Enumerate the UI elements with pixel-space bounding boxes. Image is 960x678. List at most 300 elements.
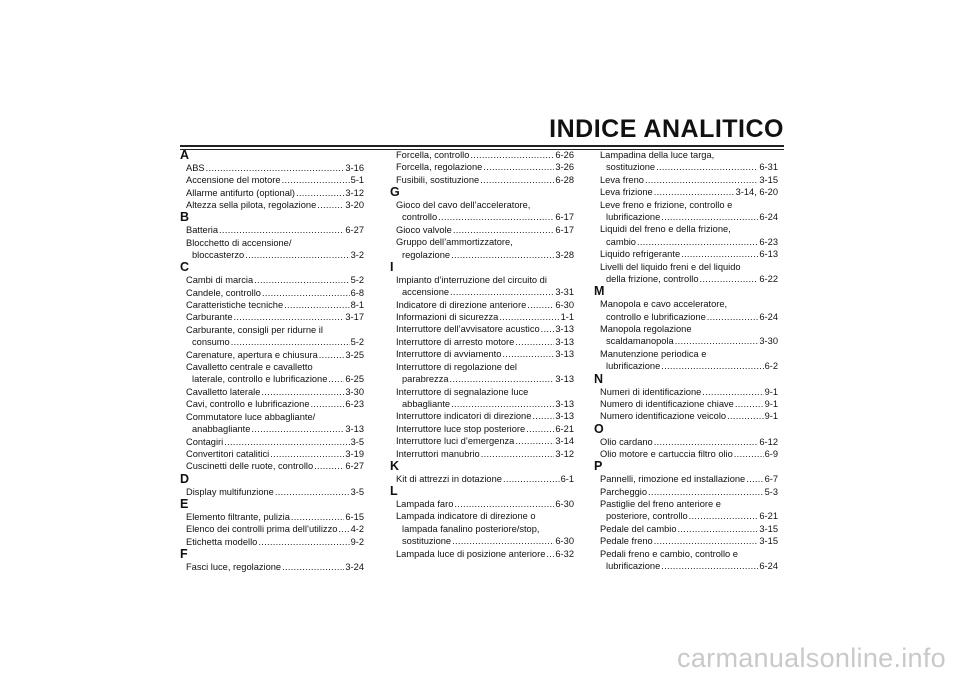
index-entry-text: Display multifunzione: [186, 486, 274, 497]
index-entry: [180, 324, 364, 349]
index-entry-text: Interruttori manubrio: [396, 448, 480, 459]
index-entry-text: Interruttore dell’avvisatore acustico: [396, 324, 540, 335]
index-entry-text: Elenco dei controlli prima dell’utilizzo: [186, 524, 338, 535]
leader-dots: [660, 211, 758, 223]
index-entry: [594, 386, 778, 398]
index-entry: [390, 149, 574, 161]
index-entry: [390, 199, 574, 224]
index-page-ref[interactable]: 5-2: [350, 337, 364, 348]
index-entry: [594, 248, 778, 260]
index-page-ref[interactable]: 6-21: [759, 511, 778, 522]
index-entry: [390, 174, 574, 186]
leader-dots: [469, 149, 554, 161]
index-entry-text: Altezza sella pilota, regolazione: [186, 200, 317, 211]
index-entry: [390, 236, 574, 261]
index-page-ref[interactable]: 6-22: [759, 274, 778, 285]
index-entry: [594, 498, 778, 523]
index-letter: I: [390, 260, 394, 275]
leader-dots: [525, 423, 554, 435]
watermark: carmanualsonline.info: [677, 643, 946, 673]
leader-dots: [501, 348, 554, 360]
leader-dots: [655, 161, 758, 173]
index-page-ref[interactable]: 6-25: [345, 374, 364, 385]
index-entry: [180, 311, 364, 323]
index-entry: [594, 223, 778, 248]
index-entry-text: Pastiglie del freno anteriore e: [600, 498, 721, 509]
leader-dots: [327, 373, 344, 385]
index-entry-text: lubrificazione: [606, 361, 661, 372]
leader-dots: [660, 560, 758, 572]
index-entry-text: Gruppo dell’ammortizzatore,: [396, 237, 513, 248]
index-page-ref[interactable]: 8-1: [350, 300, 364, 311]
index-page-ref[interactable]: 9-1: [764, 386, 778, 397]
index-entry-text: Olio motore e cartuccia filtro olio: [600, 448, 733, 459]
index-page-ref[interactable]: 3-13: [555, 324, 574, 335]
index-entry: [180, 536, 364, 548]
index-entry-text: sostituzione: [402, 536, 452, 547]
index-entry-text: Cuscinetti delle ruote, controllo: [186, 461, 314, 472]
index-entry: [594, 174, 778, 186]
index-page-ref[interactable]: 6-30: [555, 536, 574, 547]
index-entry-text: laterale, controllo e lubrificazione: [192, 374, 328, 385]
leader-dots: [244, 249, 349, 261]
index-entry: [594, 473, 778, 485]
index-page-ref[interactable]: 3-17: [345, 312, 364, 323]
leader-dots: [453, 498, 554, 510]
index-entry-text: Blocchetto di accensione/: [186, 237, 292, 248]
index-entry: [180, 224, 364, 236]
index-letter: K: [390, 458, 400, 473]
index-entry: [390, 311, 574, 323]
index-page-ref[interactable]: 6-2: [764, 361, 778, 372]
index-entry-text: parabrezza: [402, 374, 449, 385]
leader-dots: [223, 436, 349, 448]
index-page-ref[interactable]: 6-21: [555, 423, 574, 434]
index-page-ref[interactable]: 6-1: [560, 473, 574, 484]
index-page-ref[interactable]: 6-27: [345, 461, 364, 472]
index-letter: P: [594, 459, 603, 474]
leader-dots: [701, 386, 763, 398]
index-entry-text: Pedale del cambio: [600, 523, 677, 534]
leader-dots: [290, 511, 345, 523]
leader-dots: [545, 548, 554, 560]
index-entry: [390, 323, 574, 335]
index-entry: [180, 187, 364, 199]
leader-dots: [647, 486, 764, 498]
leader-dots: [205, 162, 345, 174]
index-entry-text: Kit di attrezzi in dotazione: [396, 473, 502, 484]
index-entry: [594, 149, 778, 174]
index-letter: A: [180, 148, 190, 162]
index-page-ref[interactable]: 6-31: [759, 162, 778, 173]
leader-dots: [480, 448, 555, 460]
index-entry-text: Allarme antifurto (optional): [186, 187, 296, 198]
index-page-ref[interactable]: 3-14, 6-20: [735, 187, 778, 198]
index-page-ref[interactable]: 6-23: [345, 399, 364, 410]
index-entry: [594, 448, 778, 460]
leader-dots: [250, 423, 344, 435]
index-entry-text: Informazioni di sicurezza: [396, 312, 499, 323]
leader-dots: [644, 174, 758, 186]
index-entry: [180, 460, 364, 472]
index-page-ref[interactable]: 6-23: [759, 236, 778, 247]
index-page-ref[interactable]: 3-15: [759, 174, 778, 185]
index-page-ref[interactable]: 3-13: [555, 374, 574, 385]
leader-dots: [688, 510, 759, 522]
index-entry: [594, 348, 778, 373]
index-entry-text: Interruttore di avviamento: [396, 349, 502, 360]
leader-dots: [498, 311, 559, 323]
index-entry-text: Lampada faro: [396, 498, 454, 509]
index-letter: C: [180, 260, 190, 275]
leader-dots: [734, 398, 764, 410]
index-page-ref[interactable]: 3-28: [555, 249, 574, 260]
index-page-ref[interactable]: 3-31: [555, 287, 574, 298]
index-entry: [180, 299, 364, 311]
index-entry-text: Fasci luce, regolazione: [186, 561, 282, 572]
index-entry: [594, 323, 778, 348]
index-page-ref[interactable]: 3-16: [345, 162, 364, 173]
index-entry-text: consumo: [192, 337, 230, 348]
index-page-ref[interactable]: 3-19: [345, 448, 364, 459]
index-entry-text: Forcella, controllo: [396, 150, 470, 160]
index-page-ref[interactable]: 3-30: [345, 386, 364, 397]
leader-dots: [677, 523, 759, 535]
leader-dots: [295, 187, 344, 199]
index-entry-text: Pedale freno: [600, 536, 653, 547]
index-column-2: [390, 149, 574, 560]
index-entry-text: controllo e lubrificazione: [606, 311, 706, 322]
index-entry: [180, 411, 364, 436]
index-entry-text: Manutenzione periodica e: [600, 348, 707, 359]
index-page-ref[interactable]: 3-25: [345, 349, 364, 360]
index-entry: [180, 448, 364, 460]
index-page-ref[interactable]: 3-13: [555, 336, 574, 347]
index-entry-text: Interruttore di segnalazione luce: [396, 386, 529, 397]
leader-dots: [653, 436, 759, 448]
index-entry: [390, 473, 574, 485]
index-column-1: [180, 149, 364, 573]
leader-dots: [636, 236, 758, 248]
index-entry: [180, 237, 364, 262]
index-entry: [180, 162, 364, 174]
index-page-ref[interactable]: 3-5: [350, 436, 364, 447]
index-entry-text: Lampada indicatore di direzione o: [396, 511, 536, 522]
leader-dots: [680, 248, 758, 260]
index-entry-text: Manopola e cavo acceleratore,: [600, 299, 728, 310]
index-page-ref[interactable]: 3-15: [759, 523, 778, 534]
index-entry-text: Cavalletto centrale e cavalletto: [186, 362, 313, 373]
index-letter: G: [390, 185, 400, 200]
leader-dots: [452, 224, 555, 236]
leader-dots: [437, 211, 554, 223]
index-entry-text: abbagliante: [402, 398, 451, 409]
index-entry: [180, 436, 364, 448]
index-entry-text: Leva frizione: [600, 187, 653, 198]
leader-dots: [233, 311, 345, 323]
index-page-ref[interactable]: 3-24: [345, 561, 364, 572]
leader-dots: [653, 535, 759, 547]
index-entry: [594, 199, 778, 224]
index-page-ref[interactable]: 6-32: [555, 548, 574, 559]
index-page-ref[interactable]: 5-1: [350, 175, 364, 186]
index-entry-text: Manopola regolazione: [600, 324, 692, 335]
index-page-ref[interactable]: 5-2: [350, 275, 364, 286]
index-entry: [180, 199, 364, 211]
index-entry: [390, 224, 574, 236]
index-page-ref[interactable]: 6-12: [759, 436, 778, 447]
index-letter: O: [594, 421, 604, 436]
index-entry: [390, 498, 574, 510]
index-page-ref[interactable]: 4-2: [350, 524, 364, 535]
index-entry-text: Carburante, consigli per ridurne il: [186, 324, 323, 335]
index-entry-text: Liquidi del freno e della frizione,: [600, 224, 731, 235]
index-letter: L: [390, 484, 398, 499]
leader-dots: [479, 174, 554, 186]
index-entry: [390, 299, 574, 311]
leader-dots: [482, 161, 554, 173]
index-entry-text: lampada fanalino posteriore/stop,: [402, 523, 540, 534]
index-letter: F: [180, 546, 188, 561]
index-entry: [180, 561, 364, 573]
index-entry-text: Numeri di identificazione: [600, 386, 702, 397]
index-entry-text: posteriore, controllo: [606, 511, 688, 522]
index-entry-text: Gioco valvole: [396, 224, 452, 235]
index-entry-text: Leva freno: [600, 174, 644, 185]
leader-dots: [660, 360, 763, 372]
index-page-ref[interactable]: 6-24: [759, 560, 778, 571]
index-page-ref[interactable]: 3-5: [350, 486, 364, 497]
index-page-ref[interactable]: 3-13: [555, 411, 574, 422]
leader-dots: [450, 398, 554, 410]
index-entry: [390, 423, 574, 435]
index-entry-text: Accensione del motore: [186, 175, 281, 186]
index-letter: D: [180, 471, 190, 486]
index-entry-text: Forcella, regolazione: [396, 162, 483, 173]
index-entry: [594, 548, 778, 573]
index-entry-text: scaldamanopola: [606, 336, 674, 347]
index-entry: [180, 398, 364, 410]
leader-dots: [450, 249, 554, 261]
index-entry-text: sostituzione: [606, 162, 656, 173]
index-letter: M: [594, 284, 605, 299]
index-page-ref[interactable]: 6-27: [345, 225, 364, 236]
index-entry: [180, 287, 364, 299]
leader-dots: [653, 186, 735, 198]
index-entry-text: Caratteristiche tecniche: [186, 300, 284, 311]
index-page-ref[interactable]: 6-28: [555, 174, 574, 185]
leader-dots: [449, 286, 554, 298]
leader-dots: [253, 274, 349, 286]
index-entry-text: Interruttore indicatori di direzione: [396, 411, 532, 422]
index-page-ref[interactable]: 6-24: [759, 212, 778, 223]
index-entry-text: Liquido refrigerante: [600, 249, 681, 260]
index-entry-text: Interruttore di regolazione del: [396, 361, 517, 372]
index-entry-text: Commutatore luce abbagliante/: [186, 411, 316, 422]
index-column-3: [594, 149, 778, 572]
index-entry-text: Parcheggio: [600, 486, 648, 497]
leader-dots: [531, 410, 554, 422]
index-entry: [594, 523, 778, 535]
index-entry: [390, 274, 574, 299]
leader-dots: [726, 410, 763, 422]
index-page-ref[interactable]: 6-8: [350, 287, 364, 298]
leader-dots: [337, 523, 349, 535]
index-entry: [594, 261, 778, 286]
leader-dots: [451, 535, 554, 547]
index-page-ref[interactable]: 3-14: [555, 436, 574, 447]
index-entry-text: Batteria: [186, 225, 219, 236]
index-entry-text: Numero identificazione veicolo: [600, 411, 727, 422]
leader-dots: [283, 299, 349, 311]
index-entry-text: Interruttore luce stop posteriore: [396, 423, 526, 434]
index-entry: [390, 336, 574, 348]
index-page-ref[interactable]: 3-26: [555, 162, 574, 173]
index-entry: [594, 186, 778, 198]
index-entry: [594, 535, 778, 547]
leader-dots: [706, 311, 759, 323]
index-page-ref[interactable]: 3-20: [345, 200, 364, 211]
index-entry-text: Numero di identificazione chiave: [600, 398, 734, 409]
index-entry: [594, 436, 778, 448]
index-entry-text: Convertitori catalitici: [186, 448, 270, 459]
index-entry-text: Candele, controllo: [186, 287, 261, 298]
index-page-ref[interactable]: 3-12: [345, 187, 364, 198]
index-entry-text: Lampadina della luce targa,: [600, 150, 715, 160]
index-letter: N: [594, 371, 604, 386]
index-entry: [594, 398, 778, 410]
leader-dots: [316, 199, 344, 211]
index-entry-text: regolazione: [402, 249, 451, 260]
leader-dots: [502, 473, 560, 485]
index-entry: [390, 161, 574, 173]
index-entry: [180, 274, 364, 286]
page-title: INDICE ANALITICO: [549, 115, 784, 143]
index-page-ref[interactable]: 6-17: [555, 224, 574, 235]
index-entry-text: Elemento filtrante, pulizia: [186, 511, 290, 522]
leader-dots: [261, 287, 350, 299]
index-page-ref[interactable]: 6-9: [764, 448, 778, 459]
index-entry: [390, 448, 574, 460]
leader-dots: [281, 561, 344, 573]
index-page-ref[interactable]: 6-17: [555, 212, 574, 223]
index-page-ref[interactable]: 9-1: [764, 398, 778, 409]
leader-dots: [257, 536, 349, 548]
index-entry-text: Carburante: [186, 312, 233, 323]
leader-dots: [318, 349, 345, 361]
index-entry-text: Leve freno e frizione, controllo e: [600, 199, 733, 210]
index-entry-text: Cavalletto laterale: [186, 386, 261, 397]
leader-dots: [449, 373, 555, 385]
index-page-ref[interactable]: 6-13: [759, 249, 778, 260]
index-entry-text: Livelli del liquido freni e del liquido: [600, 261, 741, 272]
index-entry-text: controllo: [402, 212, 438, 223]
index-entry-text: Interruttore luci d’emergenza: [396, 436, 515, 447]
index-entry-text: ABS: [186, 162, 205, 173]
index-page-ref[interactable]: 3-30: [759, 336, 778, 347]
index-entry: [180, 523, 364, 535]
index-entry-text: Indicatore di direzione anteriore: [396, 299, 527, 310]
index-page-ref[interactable]: 3-13: [555, 398, 574, 409]
index-entry: [180, 349, 364, 361]
index-page-ref[interactable]: 3-12: [555, 448, 574, 459]
index-page-ref[interactable]: 1-1: [560, 312, 574, 323]
index-page-ref[interactable]: 6-30: [555, 299, 574, 310]
leader-dots: [281, 174, 350, 186]
index-page-ref[interactable]: 9-1: [764, 411, 778, 422]
index-entry-text: Gioco del cavo dell’acceleratore,: [396, 200, 531, 211]
index-page-ref[interactable]: 6-7: [764, 474, 778, 485]
leader-dots: [733, 448, 764, 460]
index-entry: [390, 386, 574, 411]
index-entry-text: Olio cardano: [600, 436, 653, 447]
leader-dots: [269, 448, 344, 460]
index-entry: [180, 361, 364, 386]
index-page-ref[interactable]: 3-15: [759, 536, 778, 547]
index-page-ref[interactable]: 6-26: [555, 150, 574, 160]
index-entry-text: bloccasterzo: [192, 250, 245, 261]
index-entry: [180, 486, 364, 498]
index-entry-text: lubrificazione: [606, 212, 661, 223]
index-entry: [180, 174, 364, 186]
leader-dots: [745, 473, 763, 485]
index-page-ref[interactable]: 3-13: [345, 424, 364, 435]
index-page-ref[interactable]: 6-24: [759, 311, 778, 322]
index-page-ref[interactable]: 6-15: [345, 511, 364, 522]
index-entry-text: lubrificazione: [606, 560, 661, 571]
index-entry: [390, 548, 574, 560]
leader-dots: [514, 435, 554, 447]
leader-dots: [230, 336, 350, 348]
index-entry: [390, 435, 574, 447]
index-entry-text: Pannelli, rimozione ed installazione: [600, 474, 746, 485]
index-entry-text: Impianto d’interruzione del circuito di: [396, 274, 547, 285]
index-entry-text: accensione: [402, 287, 450, 298]
leader-dots: [540, 323, 555, 335]
index-page-ref[interactable]: 9-2: [350, 536, 364, 547]
index-entry: [180, 386, 364, 398]
index-entry: [594, 410, 778, 422]
index-entry: [390, 510, 574, 547]
leader-dots: [310, 398, 345, 410]
index-entry-text: Lampada luce di posizione anteriore: [396, 548, 546, 559]
index-entry: [390, 348, 574, 360]
leader-dots: [674, 335, 759, 347]
index-letter: B: [180, 210, 190, 225]
index-page-ref[interactable]: 3-2: [350, 250, 364, 261]
index-page-ref[interactable]: 6-30: [555, 498, 574, 509]
index-page-ref[interactable]: 3-13: [555, 349, 574, 360]
index-entry-text: Etichetta modello: [186, 536, 258, 547]
leader-dots: [699, 273, 759, 285]
index-entry-text: cambio: [606, 236, 636, 247]
index-entry-text: Carenature, apertura e chiusura: [186, 349, 318, 360]
index-entry-text: Cambi di marcia: [186, 275, 254, 286]
index-entry: [594, 298, 778, 323]
leader-dots: [218, 224, 344, 236]
index-entry-text: Fusibili, sostituzione: [396, 174, 480, 185]
leader-dots: [260, 386, 344, 398]
index-page-ref[interactable]: 5-3: [764, 486, 778, 497]
index-entry-text: anabbagliante: [192, 424, 251, 435]
index-letter: E: [180, 496, 189, 511]
index-entry: [390, 361, 574, 386]
index-entry: [390, 410, 574, 422]
index-entry-text: Cavi, controllo e lubrificazione: [186, 399, 310, 410]
index-entry-text: della frizione, controllo: [606, 274, 699, 285]
leader-dots: [514, 336, 554, 348]
leader-dots: [313, 460, 344, 472]
